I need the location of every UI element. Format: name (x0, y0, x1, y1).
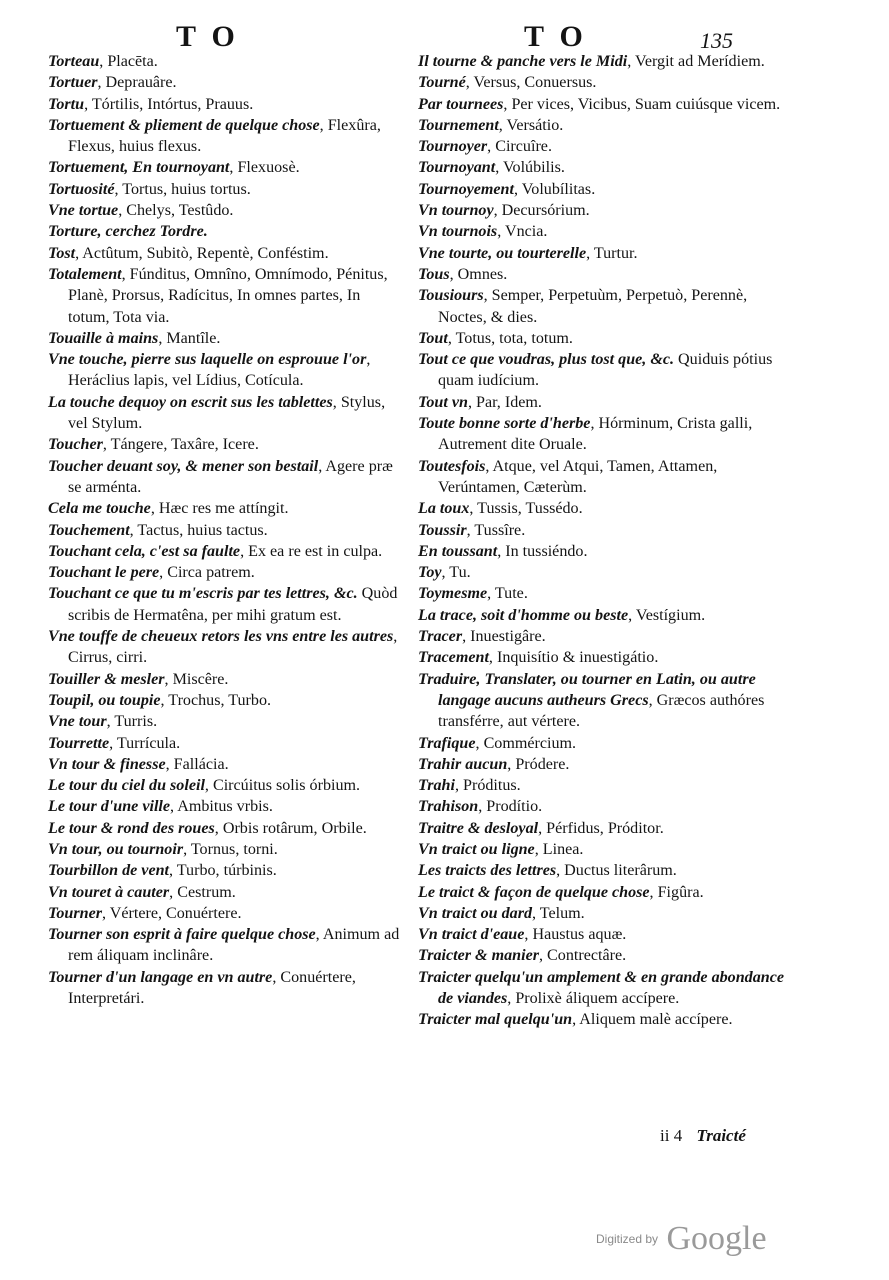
dictionary-entry (418, 392, 790, 413)
dictionary-entry (48, 541, 400, 562)
dictionary-entry (48, 690, 400, 711)
entry-french: Traicter quelqu'un amplement & en grande abondance de viandes (418, 968, 784, 1008)
entry-latin: , Turtur. (586, 244, 638, 262)
entry-french: Touchant ce que tu m'escris par tes lettres, &c. (48, 585, 358, 603)
entry-french: Vn traict ou ligne (418, 840, 535, 858)
dictionary-entry (48, 775, 400, 796)
dictionary-entry (418, 456, 790, 499)
entry-french: Vn touret à cauter (48, 883, 170, 901)
entry-french: Toute bonne sorte d'herbe (418, 415, 591, 433)
dictionary-entry (48, 456, 400, 499)
entry-latin: , Totus, tota, totum. (447, 329, 573, 347)
entry-french: Le tour d'une ville (48, 798, 171, 816)
entry-latin: , Stylus, vel Stylum. (68, 393, 386, 433)
entry-latin: , Circa patrem. (159, 564, 255, 582)
entry-french: Vne tortue (48, 202, 119, 220)
dictionary-entry (418, 51, 790, 72)
entry-latin: , Tortus, huius tortus. (114, 180, 251, 198)
entry-latin: , Circuîre. (487, 138, 552, 156)
entry-french: Vn tour, ou tournoir (48, 840, 184, 858)
entry-latin: , Vncia. (497, 223, 548, 241)
entry-latin: , Versus, Conuersus. (465, 74, 597, 92)
entry-latin: , Placēta. (99, 53, 158, 70)
entry-french: Toy (418, 564, 442, 582)
entry-latin: , Agere præ se arménta. (68, 457, 393, 496)
entry-latin: , Tute. (487, 585, 528, 603)
entry-latin: , Prolixè áliquem accípere. (507, 990, 680, 1008)
dictionary-entry (48, 72, 400, 93)
dictionary-entry (48, 562, 400, 583)
dictionary-entry (418, 583, 790, 604)
right-column (418, 51, 790, 1031)
dictionary-entry (48, 626, 400, 669)
dictionary-entry (48, 349, 400, 392)
dictionary-entry (418, 115, 790, 136)
entry-french: Trahison (418, 798, 479, 816)
entry-latin: , Cirrus, cirri. (68, 628, 398, 667)
dictionary-entry (418, 72, 790, 93)
entry-french: Tourbillon de vent (48, 862, 170, 880)
entry-latin: , Conuértere, Interpretári. (68, 968, 356, 1008)
dictionary-entry (418, 860, 790, 881)
dictionary-entry (418, 669, 790, 733)
dictionary-entry (418, 349, 790, 392)
entry-french: Par tournees (418, 95, 504, 113)
entry-french: Touchement (48, 521, 130, 539)
entry-french: Tortuement, En tournoyant (48, 159, 230, 177)
entry-french: Tourner son esprit à faire quelque chose (48, 926, 316, 944)
header-letters-left: TO (176, 20, 251, 53)
dictionary-entry (418, 839, 790, 860)
dictionary-entry (418, 136, 790, 157)
dictionary-entry (48, 733, 400, 754)
dictionary-entry (418, 626, 790, 647)
header-letters-right: TO (524, 20, 599, 53)
entry-french: Tourrette (48, 734, 110, 752)
entry-french: Tournoyement (418, 180, 514, 198)
dictionary-entry (418, 221, 790, 242)
entry-french: Tortuement & pliement de quelque chose (48, 116, 320, 134)
dictionary-entry (418, 967, 790, 1010)
entry-latin: , Circúitus solis órbium. (204, 777, 361, 795)
dictionary-entry (418, 264, 790, 285)
entry-french: Tortu (48, 95, 85, 113)
entry-french: Vn tournois (418, 223, 498, 241)
dictionary-entry (418, 818, 790, 839)
entry-latin: , Pródere. (507, 755, 570, 773)
dictionary-entry (48, 839, 400, 860)
entry-latin: , Prodítio. (478, 798, 543, 816)
entry-latin: , Ex ea re est in culpa. (240, 542, 383, 560)
catchword-line (660, 1126, 746, 1146)
entry-latin: , Fallácia. (165, 755, 229, 773)
entry-latin: , Tángere, Taxâre, Icere. (102, 436, 259, 454)
entry-latin: , Deprauâre. (97, 74, 177, 92)
entry-latin: , Orbis rotârum, Orbile. (214, 819, 367, 837)
entry-french: Torture, cerchez Tordre. (48, 223, 208, 241)
entry-latin: , Commércium. (475, 734, 577, 752)
dictionary-entry (48, 903, 400, 924)
entry-latin: , Pérfidus, Próditor. (538, 819, 664, 837)
dictionary-entry (418, 562, 790, 583)
dictionary-entry (48, 264, 400, 328)
entry-latin: , Tussis, Tussédo. (469, 500, 583, 518)
entry-french: Tousiours (418, 287, 484, 305)
entry-latin: , Omnes. (449, 265, 508, 283)
entry-latin: , Atque, vel Atqui, Tamen, Attamen, Verúntamen, Cæterùm. (438, 457, 718, 496)
entry-french: La touche dequoy on escrit sus les tablettes (48, 393, 333, 411)
dictionary-entry (48, 754, 400, 775)
dictionary-entry (418, 541, 790, 562)
entry-latin: , Turrícula. (109, 734, 181, 752)
entry-french: Trahi (418, 777, 455, 795)
dictionary-entry (418, 285, 790, 328)
dictionary-entry (48, 882, 400, 903)
entry-french: Vne touche, pierre sus laquelle on esprouue l'or (48, 351, 367, 369)
dictionary-entry (48, 328, 400, 349)
entry-latin: Quiduis pótius quam iudícium. (438, 351, 773, 390)
entry-latin: , Græcos authóres transférre, aut vértere. (438, 691, 765, 731)
entry-french: Il tourne & panche vers le Midi (418, 53, 628, 70)
entry-latin: , Versátio. (498, 116, 564, 134)
dictionary-entry (418, 754, 790, 775)
entry-french: Cela me touche (48, 500, 151, 518)
dictionary-entry (418, 903, 790, 924)
entry-latin: , Tórtilis, Intórtus, Prauus. (84, 95, 254, 113)
entry-latin: , Linea. (534, 840, 584, 858)
entry-french: Vn tournoy (418, 202, 494, 220)
dictionary-entry (418, 924, 790, 945)
google-logo: Google (666, 1220, 767, 1257)
entry-latin: , Tornus, torni. (183, 840, 278, 858)
entry-latin: , Decursórium. (493, 202, 590, 220)
dictionary-entry (48, 711, 400, 732)
dictionary-entry (418, 179, 790, 200)
dictionary-entry (418, 413, 790, 456)
entry-latin: , Animum ad rem áliquam inclinâre. (68, 926, 400, 965)
dictionary-entry (418, 94, 790, 115)
entry-french: Vn tour & finesse (48, 755, 166, 773)
entry-french: Vne tourte, ou tourterelle (418, 244, 587, 262)
dictionary-entry (48, 498, 400, 519)
dictionary-entry (48, 115, 400, 158)
entry-latin: , Semper, Perpetuùm, Perpetuò, Perennè, Noctes, & dies. (438, 287, 748, 326)
entry-latin: , Miscêre. (164, 670, 229, 688)
entry-latin: , Actûtum, Subitò, Repentè, Conféstim. (75, 244, 329, 262)
entry-french: Traicter mal quelqu'un (418, 1011, 573, 1029)
dictionary-entry (48, 179, 400, 200)
entry-french: Traitre & desloyal (418, 819, 539, 837)
entry-french: Tout vn (418, 393, 468, 411)
entry-latin: , Turbo, túrbinis. (169, 862, 277, 880)
entry-french: Torteau (48, 53, 100, 70)
dictionary-entry (48, 669, 400, 690)
entry-french: Toupil, ou toupie (48, 691, 161, 709)
entry-latin: , Inuestigâre. (462, 628, 546, 646)
dictionary-entry (48, 51, 400, 72)
entry-french: Tournoyant (418, 159, 496, 177)
dictionary-entry (48, 520, 400, 541)
entry-latin: , Aliquem malè accípere. (572, 1011, 733, 1029)
page-number: 135 (700, 28, 733, 53)
entry-french: Tortuosité (48, 180, 115, 198)
dictionary-entry (418, 882, 790, 903)
dictionary-entry (418, 243, 790, 264)
signature-mark: ii 4 (660, 1126, 683, 1145)
dictionary-entry (418, 328, 790, 349)
entry-french: Touiller & mesler (48, 670, 165, 688)
dictionary-entry (48, 583, 400, 626)
entry-french: Toucher (48, 436, 103, 454)
dictionary-entry (48, 924, 400, 967)
entry-latin: Quòd scribis de Hermatêna, per mihi gratum est. (68, 585, 398, 624)
dictionary-entry (48, 860, 400, 881)
entry-latin: , Ductus literârum. (556, 862, 677, 880)
entry-latin: , Volubílitas. (513, 180, 596, 198)
entry-french: Tourné (418, 74, 466, 92)
entry-latin: , Volúbilis. (495, 159, 565, 177)
entry-french: Touaille à mains (48, 329, 159, 347)
entry-french: Tost (48, 244, 76, 262)
entry-latin: , Chelys, Testûdo. (118, 202, 234, 220)
entry-latin: , In tussiéndo. (497, 542, 588, 560)
entry-latin: , Mantîle. (158, 329, 221, 347)
catchword: Traicté (696, 1126, 746, 1145)
entry-french: Traicter & manier (418, 947, 539, 965)
entry-french: Le tour & rond des roues (48, 819, 215, 837)
entry-french: Vn traict ou dard (418, 904, 533, 922)
entry-latin: , Vértere, Conuértere. (101, 904, 242, 922)
entry-french: Tourner (48, 904, 102, 922)
entry-french: La trace, soit d'homme ou beste (418, 606, 629, 624)
entry-latin: , Hæc res me attíngit. (150, 500, 289, 518)
dictionary-entry (418, 498, 790, 519)
dictionary-entry (418, 1009, 790, 1030)
entry-french: Tout (418, 329, 448, 347)
watermark-prefix: Digitized by (596, 1232, 659, 1246)
entry-french: Toymesme (418, 585, 488, 603)
entry-french: Toutesfois (418, 457, 486, 475)
dictionary-entry (48, 200, 400, 221)
entry-french: Tortuer (48, 74, 98, 92)
entry-french: Traduire, Translater, ou tourner en Latin, ou autre langage aucuns autheurs Grecs (418, 670, 756, 709)
entry-french: Le tour du ciel du soleil (48, 777, 205, 795)
entry-french: Trahir aucun (418, 755, 508, 773)
dictionary-entry (48, 157, 400, 178)
entry-french: Vne tour (48, 713, 107, 731)
entry-latin: , Cestrum. (169, 883, 236, 901)
entry-french: Tracement (418, 649, 489, 667)
entry-latin: , Fúnditus, Omnîno, Omnímodo, Pénitus, Planè, Prorsus, Radícitus, In omnes partes, In totum, Tota via. (68, 265, 388, 326)
entry-french: Touchant le pere (48, 564, 160, 582)
dictionary-entry (48, 392, 400, 435)
entry-latin: , Inquisítio & inuestigátio. (488, 649, 659, 667)
dictionary-entry (418, 605, 790, 626)
dictionary-entry (418, 647, 790, 668)
dictionary-entry (418, 520, 790, 541)
entry-french: En toussant (418, 542, 498, 560)
dictionary-entry (48, 434, 400, 455)
entry-latin: , Figûra. (649, 883, 704, 901)
entry-french: Totalement (48, 265, 122, 283)
dictionary-entry (418, 200, 790, 221)
entry-french: Tracer (418, 628, 463, 646)
entry-latin: , Flexûra, Flexus, huius flexus. (68, 116, 381, 156)
digitized-watermark (596, 1220, 767, 1260)
dictionary-entry (48, 967, 400, 1010)
dictionary-entry (48, 221, 400, 242)
entry-french: Vn traict d'eaue (418, 926, 525, 944)
entry-latin: , Tu. (441, 564, 471, 582)
entry-french: Touchant cela, c'est sa faulte (48, 542, 241, 560)
entry-latin: , Hórminum, Crista galli, Autrement dite Oruale. (438, 415, 753, 454)
dictionary-entry (418, 945, 790, 966)
entry-latin: , Ambitus vrbis. (170, 798, 273, 816)
entry-french: Le traict & façon de quelque chose (418, 883, 650, 901)
entry-latin: , Turris. (106, 713, 158, 731)
dictionary-entry (418, 796, 790, 817)
entry-french: Toussir (418, 521, 467, 539)
entry-latin: , Vergit ad Merídiem. (627, 53, 765, 70)
dictionary-entry (418, 733, 790, 754)
entry-french: Tournement (418, 116, 499, 134)
entry-french: Tous (418, 265, 450, 283)
entry-latin: , Haustus aquæ. (524, 926, 627, 944)
dictionary-entry (48, 796, 400, 817)
entry-french: Les traicts des lettres (418, 862, 557, 880)
entry-latin: , Vestígium. (628, 606, 706, 624)
entry-latin: , Trochus, Turbo. (160, 691, 272, 709)
entry-latin: , Par, Idem. (467, 393, 542, 411)
entry-latin: , Tussîre. (466, 521, 526, 539)
entry-french: Tourner d'un langage en vn autre (48, 968, 273, 986)
entry-latin: , Per vices, Vicibus, Suam cuiúsque vicem. (503, 95, 781, 113)
entry-french: Tournoyer (418, 138, 488, 156)
entry-latin: , Contrectâre. (539, 947, 627, 965)
entry-latin: , Tactus, huius tactus. (129, 521, 268, 539)
entry-latin: , Telum. (532, 904, 585, 922)
entry-latin: , Flexuosè. (229, 159, 300, 177)
dictionary-entry (48, 818, 400, 839)
entry-french: Tout ce que voudras, plus tost que, &c. (418, 351, 675, 369)
entry-french: Vne touffe de cheueux retors les vns entre les autres (48, 628, 394, 646)
entry-latin: , Heráclius lapis, vel Lídius, Cotícula. (68, 351, 371, 390)
dictionary-entry (418, 775, 790, 796)
entry-french: Toucher deuant soy, & mener son bestail (48, 457, 319, 475)
dictionary-entry (48, 94, 400, 115)
dictionary-entry (418, 157, 790, 178)
entry-latin: , Próditus. (454, 777, 521, 795)
dictionary-entry (48, 243, 400, 264)
left-column (48, 51, 400, 1009)
entry-french: La toux (418, 500, 470, 518)
entry-french: Trafique (418, 734, 476, 752)
